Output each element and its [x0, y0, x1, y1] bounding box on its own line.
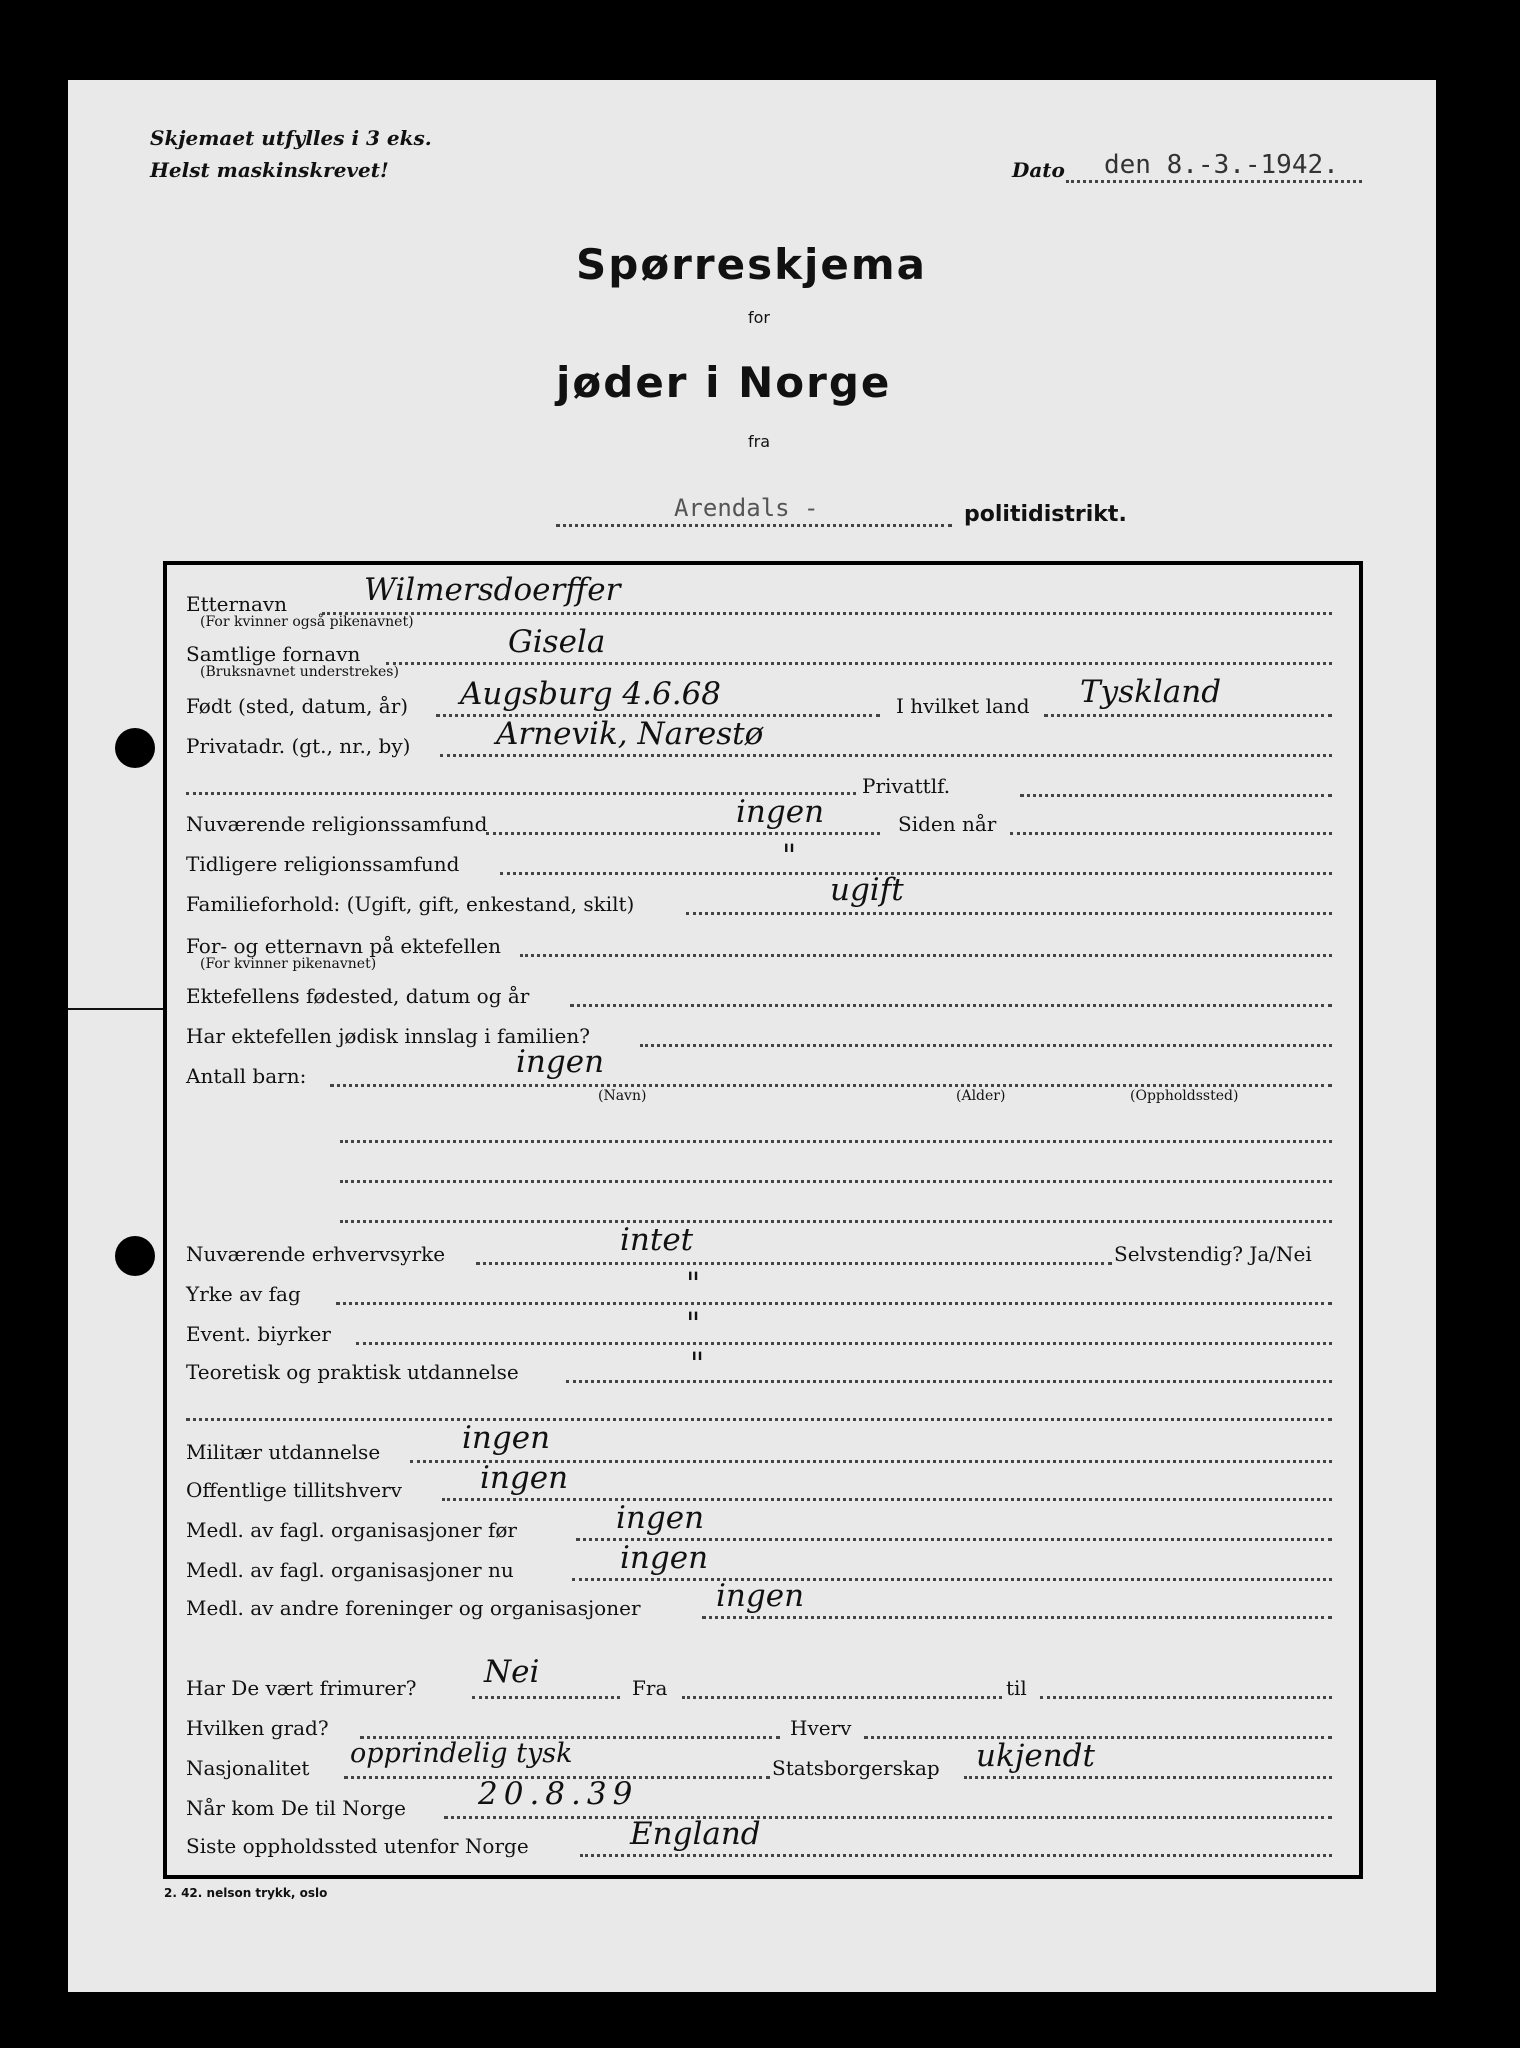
instruction-copies: Skjemaet utfylles i 3 eks. — [150, 126, 432, 150]
punch-hole-top — [115, 728, 155, 768]
org-nu-dotline — [572, 1578, 1332, 1581]
title-fra: fra — [748, 432, 771, 451]
org-for-value: ingen — [616, 1500, 705, 1536]
utdannelse-dotline-2 — [186, 1418, 1332, 1421]
utdannelse-dotline — [566, 1380, 1332, 1383]
date-value: den 8.-3.-1942. — [1104, 150, 1339, 180]
ektefelle-fodt-dotline — [570, 1004, 1332, 1007]
kom-norge-value: 20.8.39 — [478, 1776, 639, 1812]
nasjonalitet-value: opprindelig tysk — [350, 1738, 573, 1769]
biyrker-dotline — [356, 1342, 1332, 1345]
statsborgerskap-label: Statsborgerskap — [772, 1756, 940, 1780]
fodt-value: Augsburg 4.6.68 — [460, 676, 722, 712]
biyrker-label: Event. biyrker — [186, 1322, 331, 1346]
religion-tidl-label: Tidligere religionssamfund — [186, 852, 460, 876]
religion-naa-value: ingen — [736, 794, 825, 830]
etternavn-note: (For kvinner også pikenavnet) — [200, 614, 414, 630]
district-value: Arendals - — [674, 494, 819, 522]
barn-label: Antall barn: — [186, 1064, 307, 1088]
fold-line — [68, 1008, 164, 1010]
form-subtitle: jøder i Norge — [556, 358, 892, 407]
barn-col-opphold: (Oppholdssted) — [1130, 1088, 1239, 1104]
hverv-dotline — [864, 1736, 1332, 1739]
foreninger-value: ingen — [716, 1578, 805, 1614]
district-dotline — [556, 524, 952, 527]
privattlf-dotline — [1020, 794, 1332, 797]
kom-norge-label: Når kom De til Norge — [186, 1796, 406, 1820]
land-dotline — [1044, 714, 1332, 717]
org-nu-value: ingen — [620, 1540, 709, 1576]
frimurer-fra-label: Fra — [632, 1676, 668, 1700]
ektefelle-dotline — [520, 954, 1332, 957]
privatadr-dotline — [440, 754, 1332, 757]
yrke-fag-value: " — [686, 1266, 701, 1302]
land-value: Tyskland — [1080, 674, 1222, 710]
frimurer-dotline — [472, 1696, 620, 1699]
privatadr-value: Arnevik, Narestø — [496, 716, 764, 752]
fornavn-value: Gisela — [508, 624, 606, 660]
ektefelle-note: (For kvinner pikenavnet) — [200, 956, 377, 972]
siste-opphold-label: Siste oppholdssted utenfor Norge — [186, 1834, 529, 1858]
statsborgerskap-value: ukjendt — [976, 1738, 1095, 1774]
ektefelle-jodisk-label: Har ektefellen jødisk innslag i familien? — [186, 1024, 590, 1048]
etternavn-dotline — [322, 612, 1332, 615]
tillitshverv-dotline — [442, 1498, 1332, 1501]
barn-dotline-2 — [340, 1140, 1332, 1143]
foreninger-dotline — [702, 1616, 1332, 1619]
fodt-label: Født (sted, datum, år) — [186, 694, 409, 718]
punch-hole-bottom — [115, 1236, 155, 1276]
hverv-label: Hverv — [790, 1716, 852, 1740]
grad-label: Hvilken grad? — [186, 1716, 329, 1740]
barn-value: ingen — [516, 1044, 605, 1080]
frimurer-til-label: til — [1006, 1676, 1027, 1700]
form-title: Spørreskjema — [576, 240, 927, 289]
etternavn-label: Etternavn — [186, 592, 288, 616]
religion-tidl-dotline — [500, 872, 1332, 875]
printer-imprint: 2. 42. nelson trykk, oslo — [164, 1886, 328, 1900]
siste-opphold-value: England — [630, 1816, 761, 1852]
selvstendig-label: Selvstendig? Ja/Nei — [1114, 1242, 1312, 1266]
familie-label: Familieforhold: (Ugift, gift, enkestand, skilt) — [186, 892, 635, 916]
barn-dotline-3 — [340, 1180, 1332, 1183]
frimurer-label: Har De vært frimurer? — [186, 1676, 417, 1700]
biyrker-value: " — [686, 1306, 701, 1342]
tillitshverv-label: Offentlige tillitshverv — [186, 1478, 402, 1502]
siden-dotline — [1010, 832, 1332, 835]
familie-value: ugift — [830, 872, 904, 908]
date-label: Dato — [1012, 158, 1065, 182]
barn-col-navn: (Navn) — [598, 1088, 647, 1104]
etternavn-value: Wilmersdoerffer — [364, 572, 621, 608]
siste-opphold-dotline — [580, 1854, 1332, 1857]
title-for: for — [748, 308, 770, 327]
land-label: I hvilket land — [896, 694, 1030, 718]
date-dotline — [1066, 180, 1362, 183]
org-nu-label: Medl. av fagl. organisasjoner nu — [186, 1558, 514, 1582]
erhverv-value: intet — [620, 1222, 694, 1258]
barn-col-alder: (Alder) — [956, 1088, 1006, 1104]
ektefelle-jodisk-dotline — [640, 1044, 1332, 1047]
privattlf-label: Privattlf. — [862, 774, 951, 798]
frimurer-value: Nei — [484, 1654, 540, 1690]
militaer-value: ingen — [462, 1420, 551, 1456]
religion-tidl-value: " — [782, 838, 797, 874]
frimurer-til-dotline — [1040, 1696, 1332, 1699]
religion-naa-label: Nuværende religionssamfund — [186, 812, 488, 836]
siden-label: Siden når — [898, 812, 997, 836]
utdannelse-label: Teoretisk og praktisk utdannelse — [186, 1360, 519, 1384]
religion-naa-dotline — [486, 832, 880, 835]
militaer-label: Militær utdannelse — [186, 1440, 381, 1464]
utdannelse-value: " — [690, 1346, 705, 1382]
kom-norge-dotline — [444, 1816, 1332, 1819]
yrke-fag-label: Yrke av fag — [186, 1282, 301, 1306]
foreninger-label: Medl. av andre foreninger og organisasjoner — [186, 1596, 641, 1620]
barn-dotline — [330, 1084, 1332, 1087]
familie-dotline — [686, 912, 1332, 915]
privatadr-label: Privatadr. (gt., nr., by) — [186, 734, 411, 758]
yrke-fag-dotline — [336, 1302, 1332, 1305]
tillitshverv-value: ingen — [480, 1460, 569, 1496]
instruction-typewritten: Helst maskinskrevet! — [150, 158, 389, 182]
nasjonalitet-label: Nasjonalitet — [186, 1756, 310, 1780]
ektefelle-label: For- og etternavn på ektefellen — [186, 934, 502, 958]
erhverv-dotline — [476, 1262, 1112, 1265]
fornavn-dotline — [386, 662, 1332, 665]
fornavn-note: (Bruksnavnet understrekes) — [200, 664, 399, 680]
erhverv-label: Nuværende erhvervsyrke — [186, 1242, 446, 1266]
district-label: politidistrikt. — [964, 502, 1127, 527]
ektefelle-fodt-label: Ektefellens fødested, datum og år — [186, 984, 530, 1008]
barn-dotline-4 — [340, 1220, 1332, 1223]
statsborgerskap-dotline — [964, 1776, 1332, 1779]
org-for-label: Medl. av fagl. organisasjoner før — [186, 1518, 517, 1542]
fornavn-label: Samtlige fornavn — [186, 642, 361, 666]
frimurer-fra-dotline — [682, 1696, 1002, 1699]
